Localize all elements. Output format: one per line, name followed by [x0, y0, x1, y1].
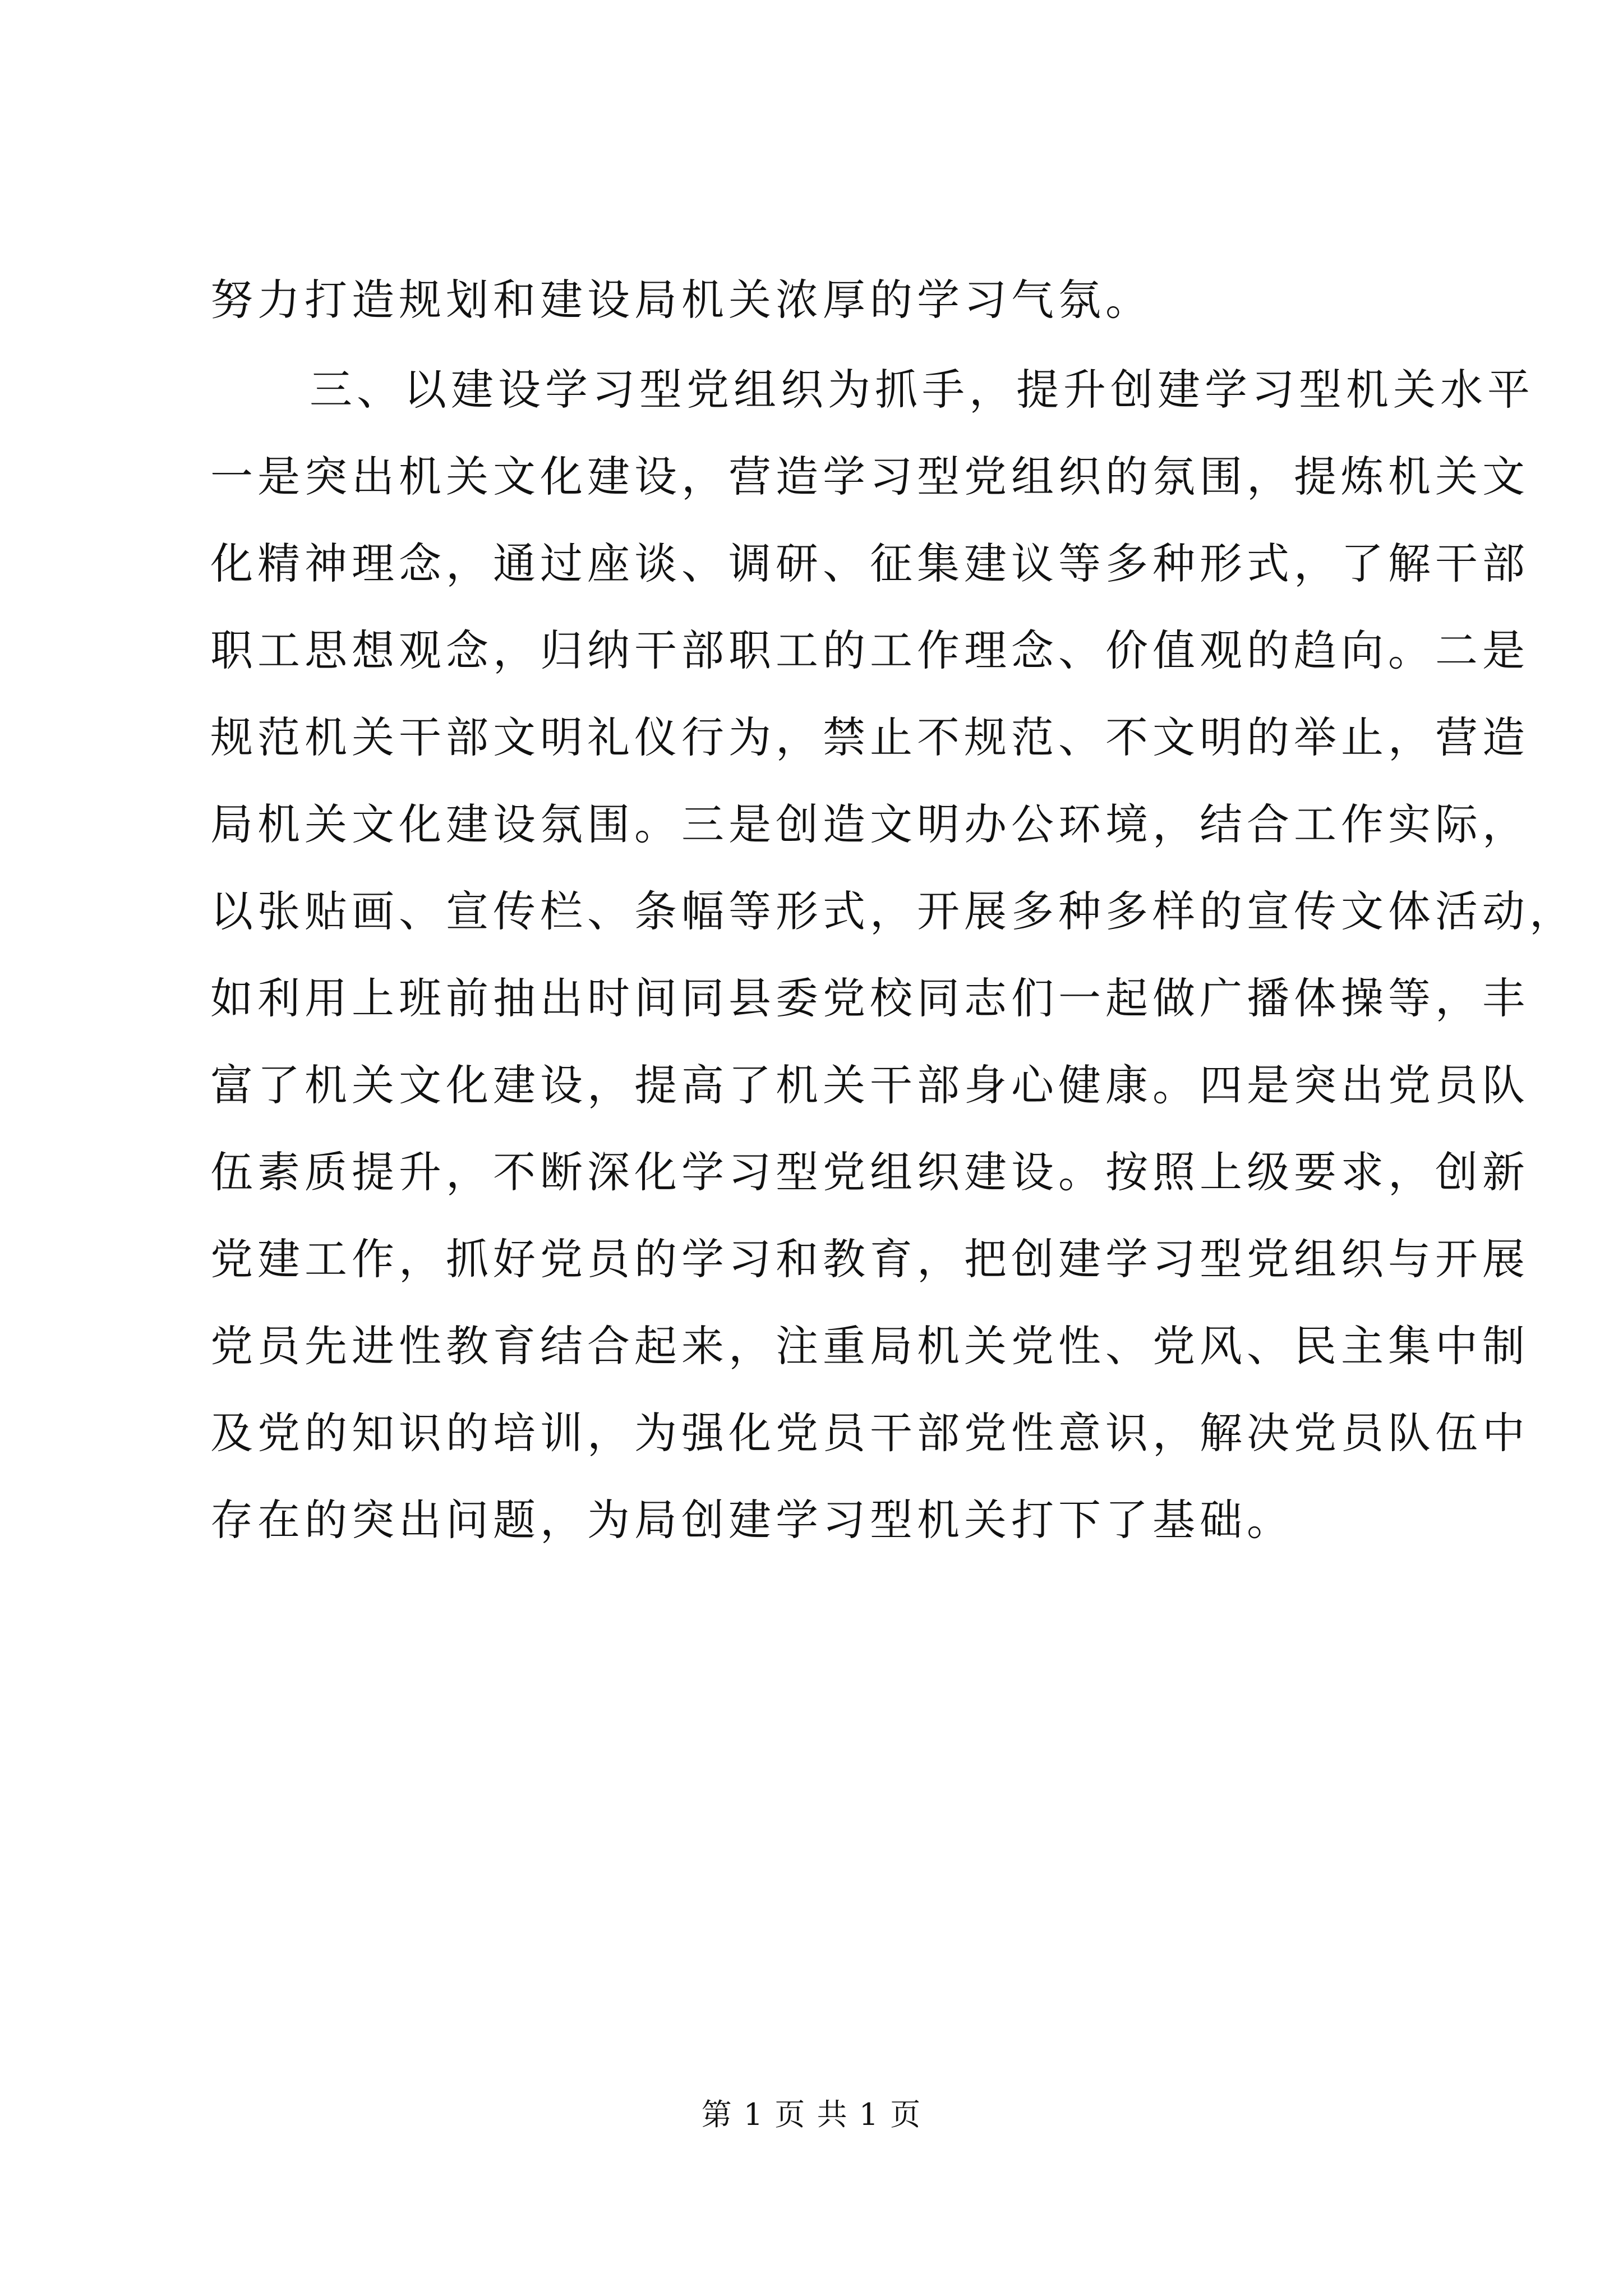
section-heading: 三、以建设学习型党组织为抓手，提升创建学习型机关水平 — [310, 365, 1534, 415]
text-line-15: 存在的突出问题，为局创建学习型机关打下了基础。 — [210, 1495, 1294, 1545]
text-line-8: 以张贴画、宣传栏、条幅等形式，开展多种多样的宣传文体活动， — [210, 886, 1576, 936]
text-line-13: 党员先进性教育结合起来，注重局机关党性、党风、民主集中制 — [210, 1321, 1529, 1371]
text-line-11: 伍素质提升，不断深化学习型党组织建设。按照上级要求，创新 — [210, 1147, 1529, 1197]
text-line-7: 局机关文化建设氛围。三是创造文明办公环境，结合工作实际， — [210, 799, 1529, 849]
text-line-10: 富了机关文化建设，提高了机关干部身心健康。四是突出党员队 — [210, 1060, 1529, 1110]
text-line-4: 化精神理念，通过座谈、调研、征集建议等多种形式，了解干部 — [210, 539, 1529, 588]
text-line-3: 一是突出机关文化建设，营造学习型党组织的氛围，提炼机关文 — [210, 452, 1529, 501]
text-line-14: 及党的知识的培训，为强化党员干部党性意识，解决党员队伍中 — [210, 1408, 1529, 1458]
text-line-1: 努力打造规划和建设局机关浓厚的学习气氛。 — [210, 275, 1152, 325]
text-line-5: 职工思想观念，归纳干部职工的工作理念、价值观的趋向。二是 — [210, 625, 1529, 675]
text-line-12: 党建工作，抓好党员的学习和教育，把创建学习型党组织与开展 — [210, 1234, 1529, 1284]
text-line-6: 规范机关干部文明礼仪行为，禁止不规范、不文明的举止，营造 — [210, 712, 1529, 762]
text-line-9: 如利用上班前抽出时间同县委党校同志们一起做广播体操等，丰 — [210, 973, 1529, 1023]
page-number-footer: 第 1 页 共 1 页 — [701, 2097, 922, 2132]
